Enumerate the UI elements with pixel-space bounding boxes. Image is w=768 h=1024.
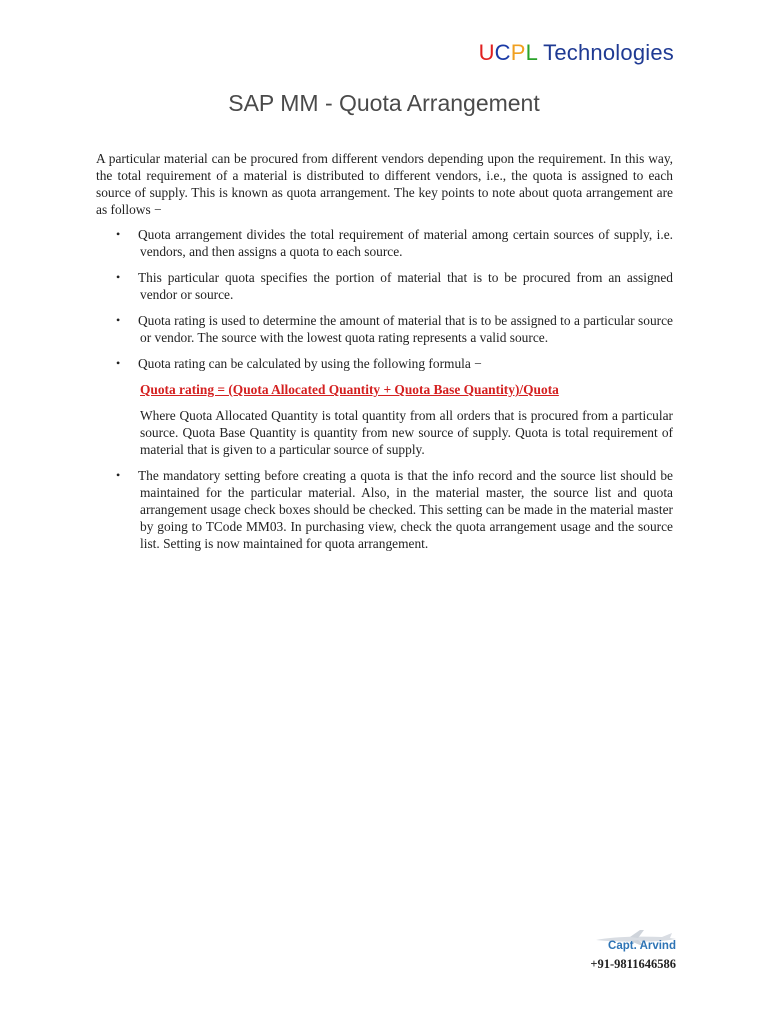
brand-word-technologies: Technologies — [537, 40, 674, 65]
list-item-text: Quota rating can be calculated by using the following formula − — [138, 356, 482, 371]
bullet-icon: • — [116, 468, 121, 482]
list-item-text: The mandatory setting before creating a quota is that the info record and the source list should be maintained for the particular material. Also, in the material master, the source list and quota arrangement usage check boxes should be checked. This setting can be made in the material master by going to TCode MM03. In purchasing view, check the quota arrangement usage and the source list. Setting is now maintained for quota arrangement. — [138, 468, 673, 551]
list-item-text: Quota arrangement divides the total requirement of material among certain sources of supply, i.e. vendors, and then assigns a quota to each source. — [138, 227, 673, 259]
list-item — [96, 226, 673, 260]
brand-letter-c: C — [494, 40, 511, 65]
bullet-icon: • — [116, 356, 121, 370]
intro-paragraph: A particular material can be procured from different vendors depending upon the requirement. In this way, the total requirement of a material is distributed to different vendors, i.e., the quota is assigned to each source of supply. This is known as quota arrangement. The key points to note about quota arrangement are as follows − — [96, 151, 673, 217]
bullet-icon: • — [116, 313, 121, 327]
list-item — [96, 355, 673, 458]
bullet-icon: • — [116, 270, 121, 284]
author-name: Capt. Arvind — [608, 940, 676, 952]
brand-letter-u: U — [478, 40, 495, 65]
list-item — [96, 269, 673, 303]
page-title: SAP MM - Quota Arrangement — [228, 90, 540, 116]
list-item — [96, 312, 673, 346]
brand-letter-p: P — [510, 40, 526, 65]
brand-letter-l: L — [525, 40, 538, 65]
quota-rating-formula: Quota rating = (Quota Allocated Quantity + Quota Base Quantity)/Quota — [140, 382, 559, 397]
document-body — [96, 150, 673, 561]
brand-logo-text — [479, 40, 674, 66]
key-points-list — [96, 226, 673, 552]
list-item — [96, 467, 673, 552]
author-phone: +91-9811646586 — [590, 957, 676, 971]
list-item-text: This particular quota specifies the portion of material that is to be procured from an assigned vendor or source. — [138, 270, 673, 302]
bullet-icon: • — [116, 227, 121, 241]
list-item-text: Quota rating is used to determine the amount of material that is to be assigned to a particular source or vendor. The source with the lowest quota rating represents a valid source. — [138, 313, 673, 345]
formula-explanation: Where Quota Allocated Quantity is total quantity from all orders that is procured from a particular source. Quota Base Quantity is quantity from new source of supply. Quota is total requirement of material that is given to a particular source of supply. — [140, 408, 673, 457]
